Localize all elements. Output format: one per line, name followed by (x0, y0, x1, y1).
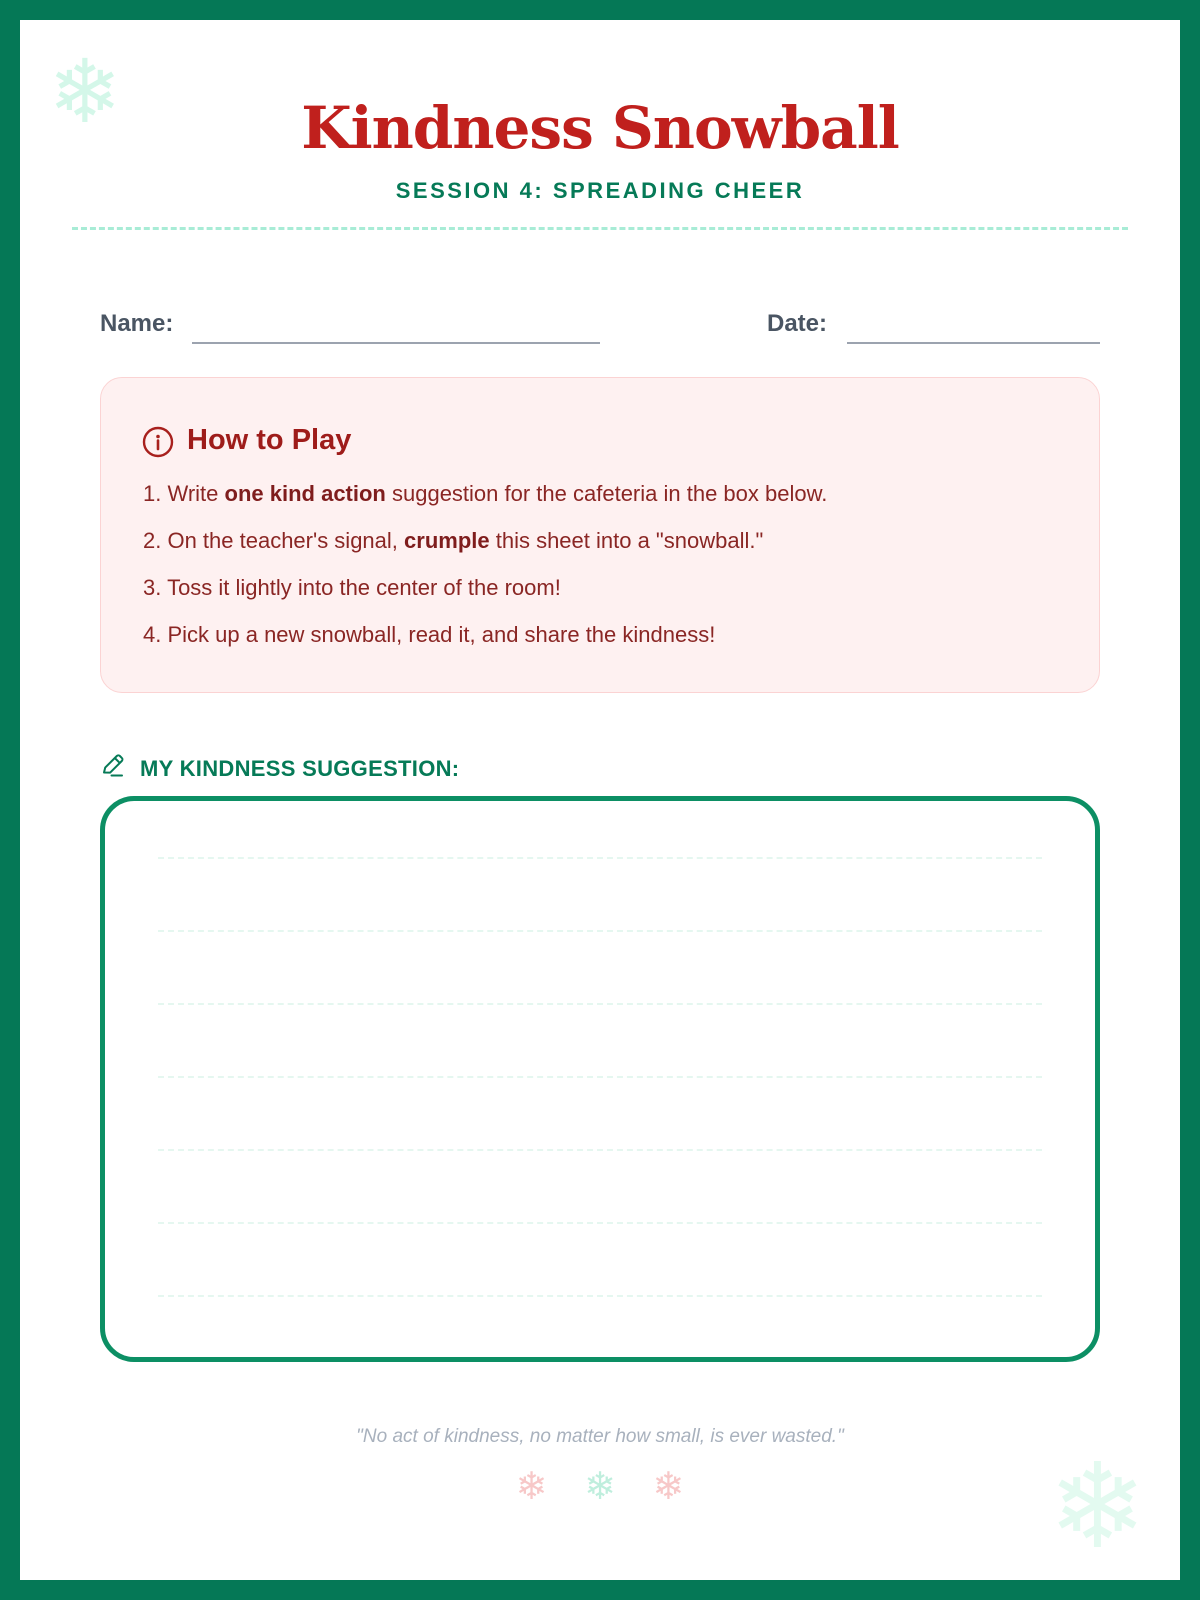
snowflake-icon: ❄ (48, 42, 122, 141)
snowflake-icon: ❄ (1048, 1441, 1147, 1573)
instruction-step: 4. Pick up a new snowball, read it, and share the kindness! (143, 622, 716, 647)
writing-line (158, 1076, 1042, 1078)
suggestion-writing-box[interactable] (100, 796, 1100, 1362)
instruction-step: 3. Toss it lightly into the center of the room! (143, 575, 561, 600)
name-line (192, 322, 600, 344)
writing-line (158, 857, 1042, 859)
instruction-step: 2. On the teacher's signal, crumple this sheet into a "snowball." (143, 528, 764, 553)
how-to-play-panel (100, 377, 1100, 693)
worksheet-page (20, 20, 1180, 1580)
name-label: Name: (100, 310, 174, 337)
instruction-list (143, 481, 1083, 669)
info-circle-icon (142, 426, 174, 458)
snowflake-icon: ❄ (652, 1466, 685, 1508)
page-title: Kindness Snowball (301, 94, 899, 162)
date-line (847, 322, 1100, 344)
how-to-play-title: How to Play (187, 424, 352, 456)
writing-line (158, 1295, 1042, 1297)
kindness-quote: "No act of kindness, no matter how small, is ever wasted." (356, 1426, 844, 1447)
writing-line (158, 930, 1042, 932)
suggestion-label: MY KINDNESS SUGGESTION: (140, 756, 460, 781)
session-subtitle: SESSION 4: SPREADING CHEER (395, 178, 805, 203)
writing-line (158, 1003, 1042, 1005)
writing-line (158, 1149, 1042, 1151)
instruction-step: 1. Write one kind action suggestion for the cafeteria in the box below. (143, 481, 828, 506)
snowflake-icon: ❄ (515, 1466, 548, 1508)
snowflake-icon: ❄ (584, 1466, 616, 1508)
dashed-divider (72, 227, 1128, 230)
date-label: Date: (767, 310, 828, 337)
writing-line (158, 1222, 1042, 1224)
snowflake-row (20, 1468, 1180, 1506)
pencil-icon (100, 752, 126, 778)
